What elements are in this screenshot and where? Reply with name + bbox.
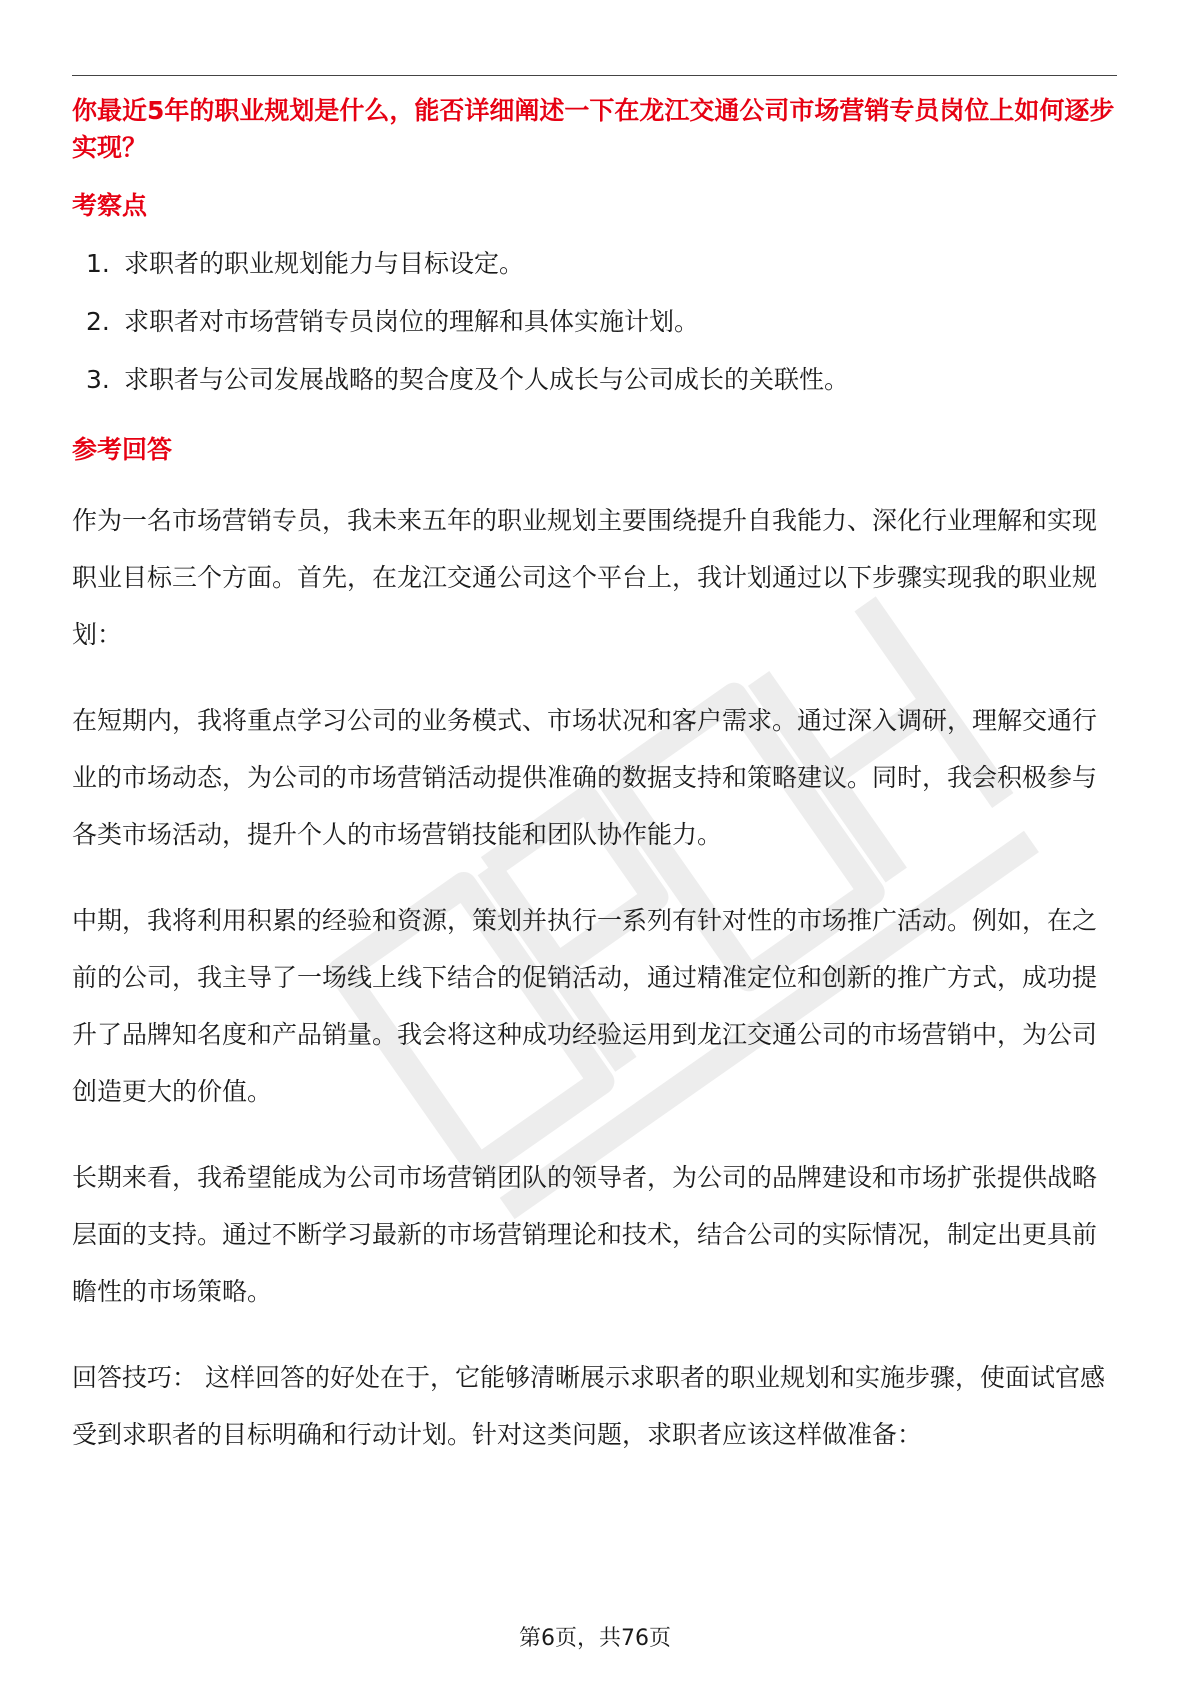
answer-section xyxy=(72,432,1117,1463)
page-number-footer: 第6页，共76页 xyxy=(519,1626,671,1651)
answer-paragraph: 长期来看，我希望能成为公司市场营销团队的领导者，为公司的品牌建设和市场扩张提供战略层面的支持。通过不断学习最新的市场营销理论和技术，结合公司的实际情况，制定出更具前瞻性的市场策略。 xyxy=(72,1163,1098,1306)
point-text: 求职者与公司发展战略的契合度及个人成长与公司成长的关联性。 xyxy=(124,365,850,394)
point-item xyxy=(72,304,1117,340)
points-heading: 考察点 xyxy=(72,191,148,220)
point-item xyxy=(72,246,1117,282)
page-content xyxy=(72,92,1117,1463)
answer-heading: 参考回答 xyxy=(72,435,173,464)
answer-paragraph: 在短期内，我将重点学习公司的业务模式、市场状况和客户需求。通过深入调研，理解交通行业的市场动态，为公司的市场营销活动提供准确的数据支持和策略建议。同时，我会积极参与各类市场活动，提升个人的市场营销技能和团队协作能力。 xyxy=(72,706,1098,849)
question-title: 你最近5年的职业规划是什么，能否详细阐述一下在龙江交通公司市场营销专员岗位上如何逐步实现？ xyxy=(72,96,1115,162)
point-text: 求职者的职业规划能力与目标设定。 xyxy=(124,249,525,278)
header-rule xyxy=(72,75,1117,76)
answer-tips-paragraph: 回答技巧： 这样回答的好处在于，它能够清晰展示求职者的职业规划和实施步骤，使面试官感受到求职者的目标明确和行动计划。针对这类问题，求职者应该这样做准备： xyxy=(72,1363,1105,1449)
point-number: 2. xyxy=(86,307,110,336)
answer-paragraph: 中期，我将利用积累的经验和资源，策划并执行一系列有针对性的市场推广活动。例如，在之前的公司，我主导了一场线上线下结合的促销活动，通过精准定位和创新的推广方式，成功提升了品牌知名度和产品销量。我会将这种成功经验运用到龙江交通公司的市场营销中，为公司创造更大的价值。 xyxy=(72,906,1098,1106)
answer-paragraph: 作为一名市场营销专员，我未来五年的职业规划主要围绕提升自我能力、深化行业理解和实现职业目标三个方面。首先，在龙江交通公司这个平台上，我计划通过以下步骤实现我的职业规划： xyxy=(72,506,1098,649)
point-number: 3. xyxy=(86,365,110,394)
points-section xyxy=(72,188,1117,398)
point-text: 求职者对市场营销专员岗位的理解和具体实施计划。 xyxy=(124,307,700,336)
points-list xyxy=(72,246,1117,398)
point-number: 1. xyxy=(86,249,110,278)
point-item xyxy=(72,362,1117,398)
